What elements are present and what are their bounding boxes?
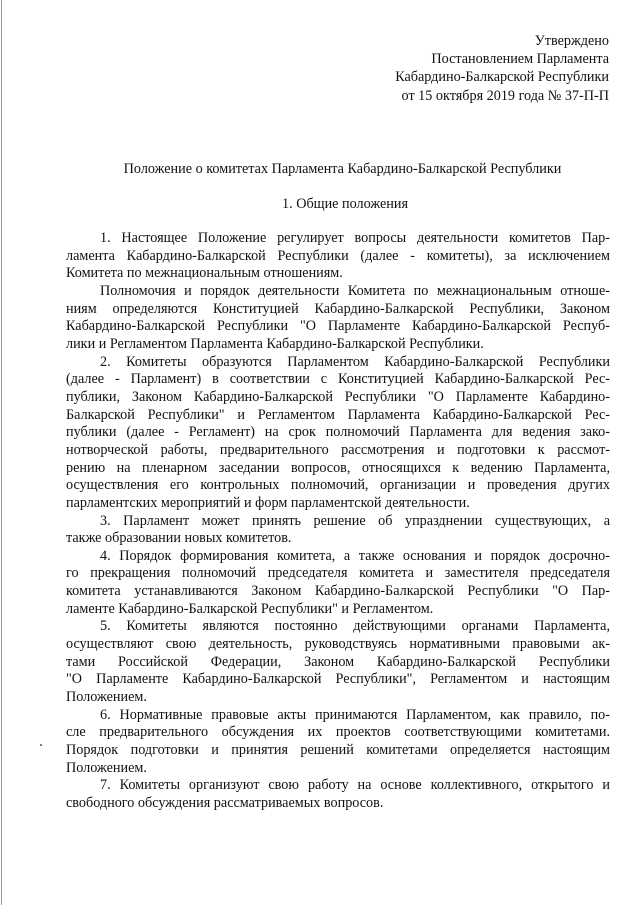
paragraph-line: парламентских мероприятий и форм парламентской деятельности.	[66, 494, 470, 511]
paragraph-line: 7. Комитеты организуют свою работу на основе коллективного, открытого и	[100, 777, 610, 794]
paragraph-line: комитета устанавливаются Законом Кабардино-Балкарской Республики "О Пар-	[66, 583, 610, 600]
paragraph	[66, 548, 610, 619]
paragraph-line: Полномочия и порядок деятельности Комитета по межнациональным отноше-	[100, 282, 610, 299]
paragraph-line: сле предварительного обсуждения их проектов соответствующими комитетами.	[66, 724, 610, 741]
paragraph-line: (далее - Парламент) в соответствии с Конституцией Кабардино-Балкарской Рес-	[66, 371, 610, 388]
paragraph	[66, 283, 610, 354]
paragraph-line: ниям определяются Конституцией Кабардино-Балкарской Республики, Законом	[66, 300, 610, 317]
paragraph-line: ламенте Кабардино-Балкарской Республики" и Регламентом.	[66, 600, 434, 617]
paragraph	[66, 354, 610, 513]
paragraph-line: лики и Регламентом Парламента Кабардино-Балкарской Республики.	[66, 335, 484, 352]
paragraph-line: Кабардино-Балкарской Республики "О Парламенте Кабардино-Балкарской Респуб-	[66, 318, 610, 335]
paragraph-line: 1. Настоящее Положение регулирует вопросы деятельности комитетов Пар-	[100, 230, 610, 246]
paragraph-line: осуществляют свою деятельность, руководствуясь нормативными правовыми ак-	[66, 636, 610, 653]
paragraph-line: публики (далее - Регламент) на срок полномочий Парламента для ведения зако-	[66, 424, 610, 441]
document-title: Положение о комитетах Парламента Кабардино-Балкарской Республики	[123, 161, 562, 177]
paragraph	[66, 513, 610, 548]
paragraph-line: Комитета по межнациональным отношениям.	[66, 265, 343, 282]
approval-line: Кабардино-Балкарской Республики	[395, 69, 609, 86]
paragraph-line: рению на пленарном заседании вопросов, относящихся к ведению Парламента,	[66, 459, 610, 476]
paragraph-line: свободного обсуждения рассматриваемых вопросов.	[66, 795, 384, 811]
paragraph-line: 3. Парламент может принять решение об упразднении существующих, а	[100, 512, 610, 529]
paragraph	[66, 777, 610, 812]
paragraph	[66, 230, 610, 283]
paragraph-line: го прекращения полномочий председателя комитета и заместителя председателя	[66, 565, 610, 582]
paragraph-line: нотворческой работы, предварительного рассмотрения и подготовки к рассмот-	[66, 441, 610, 458]
approval-line: от 15 октября 2019 года № 37-П-П	[401, 87, 609, 104]
paragraph-line: осуществления его контрольных полномочий, организации и проведения других	[66, 477, 610, 494]
paragraph	[66, 618, 610, 706]
paragraph-line: Положением.	[66, 759, 147, 776]
paragraph-line: также образовании новых комитетов.	[66, 530, 292, 547]
paragraph-line: 6. Нормативные правовые акты принимаются Парламентом, как правило, по-	[100, 706, 610, 723]
section-title: 1. Общие положения	[282, 196, 408, 212]
paragraph-line: Порядок подготовки и принятия решений комитетами определяется настоящим	[66, 742, 610, 759]
paragraph-line: Положением.	[66, 689, 147, 706]
paragraph-line: 5. Комитеты являются постоянно действующими органами Парламента,	[100, 618, 610, 635]
approval-line: Постановлением Парламента	[431, 51, 609, 68]
paragraph-line: "О Парламенте Кабардино-Балкарской Республики", Регламентом и настоящим	[66, 671, 610, 688]
scan-speck	[40, 744, 42, 746]
document-body	[66, 230, 610, 813]
paragraph-line: тами Российской Федерации, Законом Кабардино-Балкарской Республики	[66, 653, 610, 670]
paragraph-line: публики, Законом Кабардино-Балкарской Республики "О Парламенте Кабардино-	[66, 388, 610, 405]
paragraph-line: ламента Кабардино-Балкарской Республики (далее - комитеты), за исключением	[66, 247, 610, 264]
paragraph	[66, 707, 610, 778]
paragraph-line: Балкарской Республики" и Регламентом Парламента Кабардино-Балкарской Рес-	[66, 406, 610, 423]
approval-stamp-block	[395, 32, 609, 105]
paragraph-line: 2. Комитеты образуются Парламентом Кабардино-Балкарской Республики	[100, 353, 610, 370]
scan-left-edge	[1, 0, 2, 905]
paragraph-line: 4. Порядок формирования комитета, а также основания и порядок досрочно-	[100, 547, 610, 564]
approval-line: Утверждено	[534, 33, 609, 49]
